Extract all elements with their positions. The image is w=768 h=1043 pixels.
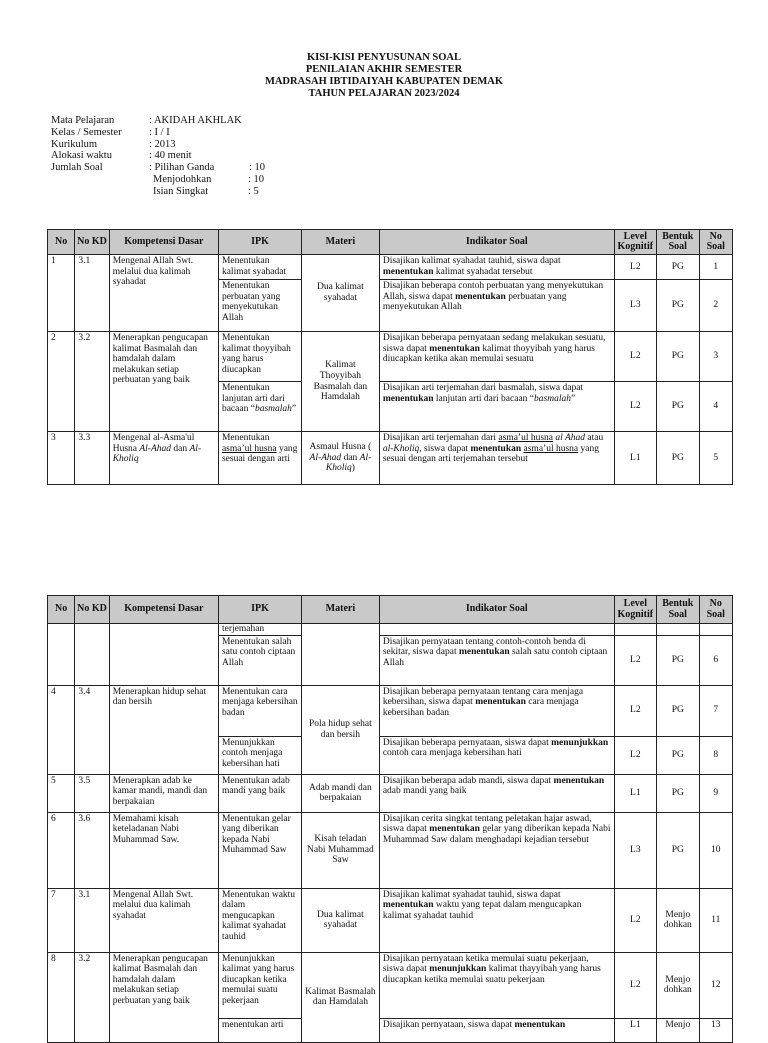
cell-level: L2 [614,332,656,382]
cell-indikator: Disajikan arti terjemahan dari basmalah, siswa dapat menentukan lanjutan arti dari bacaan “basmalah” [379,382,614,432]
cell-ipk: Menentukan cara menjaga kebersihan badan [218,685,301,736]
cell-ipk: Menentukan perbuatan yang menyekutukan Allah [218,280,301,332]
cell-indikator: Disajikan beberapa contoh perbuatan yang menyekutukan Allah, siswa dapat menentukan perbuatan yang menyekutukan Allah [379,280,614,332]
table-row [48,685,733,736]
info-label: Mata Pelajaran [51,115,115,126]
cell-indikator: Disajikan beberapa pernyataan sedang melakukan sesuatu, siswa dapat menentukan kalimat thoyyibah yang harus diucapkan ketika akan memulai sesuatu [379,332,614,382]
cell-level: L2 [614,736,656,774]
cell-indikator: Disajikan cerita singkat tentang peletakan hajar aswad, siswa dapat menentukan gelar yang diberikan kepada Nabi Muhammad Saw dalam menghadapi kejadian tersebut [379,812,614,888]
cell-bentuk: Menjo [657,1018,699,1042]
cell-materi: Kalimat Thoyyibah Basmalah dan Hamdalah [301,332,379,432]
cell-level: L2 [614,382,656,432]
cell-level: L1 [614,1018,656,1042]
col-header: Indikator Soal [379,596,614,624]
info-value: : AKIDAH AKHLAK [149,115,242,126]
cell-ipk: Menentukan waktu dalam mengucapkan kalimat syahadat tauhid [218,888,301,952]
col-header: IPK [218,596,301,624]
col-header: Level Kognitif [614,230,656,255]
cell-no: 2 [48,332,75,432]
col-header: No Soal [699,596,732,624]
table-header-row [48,230,733,255]
cell-kd: 3.3 [75,432,109,485]
cell-no: 3 [48,432,75,485]
cell-bentuk: PG [657,685,699,736]
cell-materi: Kalimat Basmalah dan Hamdalah [301,952,379,1042]
document-header [0,52,768,100]
cell-kompetensi [109,624,218,686]
cell-kd: 3.2 [75,952,109,1042]
cell-indikator: Disajikan kalimat syahadat tauhid, siswa dapat menentukan waktu yang tepat dalam mengucapkan kalimat syahadat tauhid [379,888,614,952]
cell-no: 5 [48,774,75,812]
subject-info [51,115,265,198]
cell-ipk: terjemahan [218,624,301,636]
cell-nosoal: 8 [699,736,732,774]
cell-kompetensi: Menerapkan hidup sehat dan bersih [109,685,218,774]
table-row [48,255,733,280]
cell-bentuk: PG [657,774,699,812]
cell-materi: Dua kalimat syahadat [301,255,379,332]
cell-level: L2 [614,255,656,280]
table-header-row [48,596,733,624]
info-label: Alokasi waktu [51,150,112,162]
cell-bentuk: PG [657,432,699,485]
cell-level: L3 [614,812,656,888]
info-label: Kelas / Semester [51,126,122,138]
cell-no: 1 [48,255,75,332]
col-header: No KD [75,596,109,624]
cell-materi: Asmaul Husna ( Al-Ahad dan Al-Kholiq) [301,432,379,485]
cell-bentuk: Menjo dohkan [657,888,699,952]
cell-materi: Adab mandi dan berpakaian [301,774,379,812]
table-row [48,812,733,888]
cell-no: 8 [48,952,75,1042]
cell-indikator: Disajikan pernyataan, siswa dapat menentukan [379,1018,614,1042]
cell-ipk: Menunjukkan contoh menjaga kebersihan hati [218,736,301,774]
col-header: Materi [301,596,379,624]
cell-kd: 3.1 [75,255,109,332]
col-header: No [48,230,75,255]
cell-ipk: Menentukan adab mandi yang baik [218,774,301,812]
table-row [48,888,733,952]
cell-nosoal: 13 [699,1018,732,1042]
cell-kd: 3.5 [75,774,109,812]
cell-ipk: Menentukan kalimat thoyyibah yang harus diucapkan [218,332,301,382]
col-header: Bentuk Soal [657,230,699,255]
table-row [48,432,733,485]
cell-indikator: Disajikan pernyataan ketika memulai suatu pekerjaan, siswa dapat menunjukkan kalimat thayyibah yang harus diucapkan ketika memulai suatu pekerjaan [379,952,614,1018]
col-header: Kompetensi Dasar [109,596,218,624]
cell-bentuk: PG [657,382,699,432]
col-header: No KD [75,230,109,255]
info-value: : Pilihan Ganda [149,162,215,174]
cell-kompetensi: Menerapkan pengucapan kalimat Basmalah dan hamdalah dalam melakukan setiap perbuatan yang baik [109,332,218,432]
cell-nosoal: 12 [699,952,732,1018]
cell-nosoal: 6 [699,635,732,685]
table-row [48,952,733,1018]
table-row [48,332,733,382]
info-count: : 10 [249,162,266,174]
cell-level: L2 [614,888,656,952]
cell-nosoal: 10 [699,812,732,888]
cell-nosoal: 11 [699,888,732,952]
info-label: Menjodohkan [153,173,212,185]
cell-kd: 3.2 [75,332,109,432]
info-value: : 2013 [149,138,176,150]
cell-ipk: Menentukan asma’ul husna yang sesuai dengan arti [218,432,301,485]
cell-kompetensi: Mengenal al-Asma'ul Husna Al-Ahad dan Al-Kholiq [109,432,218,485]
cell-ipk: Menunjukkan kalimat yang harus diucapkan ketika memulai suatu pekerjaan [218,952,301,1018]
cell-bentuk: PG [657,255,699,280]
cell-bentuk: PG [657,280,699,332]
cell-materi [301,624,379,686]
cell-materi: Kisah teladan Nabi Muhammad Saw [301,812,379,888]
cell-nosoal: 9 [699,774,732,812]
info-label: Isian Singkat [153,185,209,197]
cell-indikator: Disajikan beberapa adab mandi, siswa dapat menentukan adab mandi yang baik [379,774,614,812]
cell-bentuk: PG [657,635,699,685]
cell-level: L2 [614,952,656,1018]
cell-no: 6 [48,812,75,888]
cell-indikator: Disajikan beberapa pernyataan tentang cara menjaga kebersihan, siswa dapat menentukan cara menjaga kebersihan badan [379,685,614,736]
cell-nosoal: 1 [699,255,732,280]
doc-subtitle: PENILAIAN AKHIR SEMESTER [305,64,463,75]
academic-year: TAHUN PELAJARAN 2023/2024 [308,88,460,99]
info-value: : I / I [149,126,170,138]
cell-bentuk: PG [657,332,699,382]
cell-nosoal: 7 [699,685,732,736]
cell-materi: Dua kalimat syahadat [301,888,379,952]
cell-no: 7 [48,888,75,952]
grid-table-1 [47,229,733,485]
cell-kompetensi: Memahami kisah keteladanan Nabi Muhammad Saw. [109,812,218,888]
info-label: Kurikulum [51,138,98,150]
cell-kd: 3.6 [75,812,109,888]
cell-no: 4 [48,685,75,774]
col-header: IPK [218,230,301,255]
cell-level: L2 [614,635,656,685]
cell-ipk: Menentukan gelar yang diberikan kepada Nabi Muhammad Saw [218,812,301,888]
cell-ipk: menentukan arti [218,1018,301,1042]
cell-indikator [379,624,614,636]
col-header: No [48,596,75,624]
cell-nosoal: 2 [699,280,732,332]
cell-nosoal: 5 [699,432,732,485]
cell-kompetensi: Menerapkan adab ke kamar mandi, mandi dan berpakaian [109,774,218,812]
cell-indikator: Disajikan kalimat syahadat tauhid, siswa dapat menentukan kalimat syahadat tersebut [379,255,614,280]
cell-kompetensi: Mengenal Allah Swt. melalui dua kalimah syahadat [109,888,218,952]
cell-indikator: Disajikan arti terjemahan dari asma’ul husna al Ahad atau al-Kholiq, siswa dapat menentukan asma’ul husna yang sesuai dengan arti terjemahan tersebut [379,432,614,485]
col-header: Level Kognitif [614,596,656,624]
cell-level: L1 [614,774,656,812]
col-header: Indikator Soal [379,230,614,255]
school-name: MADRASAH IBTIDAIYAH KABUPATEN DEMAK [264,76,504,87]
cell-kompetensi: Mengenal Allah Swt. melalui dua kalimah syahadat [109,255,218,332]
cell-nosoal: 4 [699,382,732,432]
table-row [48,624,733,636]
cell-nosoal: 3 [699,332,732,382]
cell-materi: Pola hidup sehat dan bersih [301,685,379,774]
grid-table-2 [47,595,733,1043]
cell-bentuk: Menjo dohkan [657,952,699,1018]
col-header: No Soal [699,230,732,255]
cell-ipk: Menentukan kalimat syahadat [218,255,301,280]
doc-title: KISI-KISI PENYUSUNAN SOAL [306,52,462,63]
cell-level: L2 [614,685,656,736]
info-count: : 10 [248,173,265,185]
col-header: Bentuk Soal [657,596,699,624]
cell-indikator: Disajikan pernyataan tentang contoh-contoh benda di sekitar, siswa dapat menentukan salah satu contoh ciptaan Allah [379,635,614,685]
cell-kd: 3.4 [75,685,109,774]
cell-kd: 3.1 [75,888,109,952]
cell-bentuk: PG [657,812,699,888]
cell-ipk: Menentukan lanjutan arti dari bacaan “basmalah” [218,382,301,432]
cell-kompetensi: Menerapkan pengucapan kalimat Basmalah dan hamdalah dalam melakukan setiap perbuatan yang baik [109,952,218,1042]
cell-kd [75,624,109,686]
cell-ipk: Menentukan salah satu contoh ciptaan Allah [218,635,301,685]
col-header: Kompetensi Dasar [109,230,218,255]
cell-bentuk: PG [657,736,699,774]
info-count: : 5 [248,185,259,197]
cell-level: L1 [614,432,656,485]
cell-level: L3 [614,280,656,332]
table-row [48,774,733,812]
col-header: Materi [301,230,379,255]
cell-no [48,624,75,686]
info-label: Jumlah Soal [51,162,103,174]
info-value: : 40 menit [149,150,192,162]
cell-indikator: Disajikan beberapa pernyataan, siswa dapat menunjukkan contoh cara menjaga kebersihan hati [379,736,614,774]
